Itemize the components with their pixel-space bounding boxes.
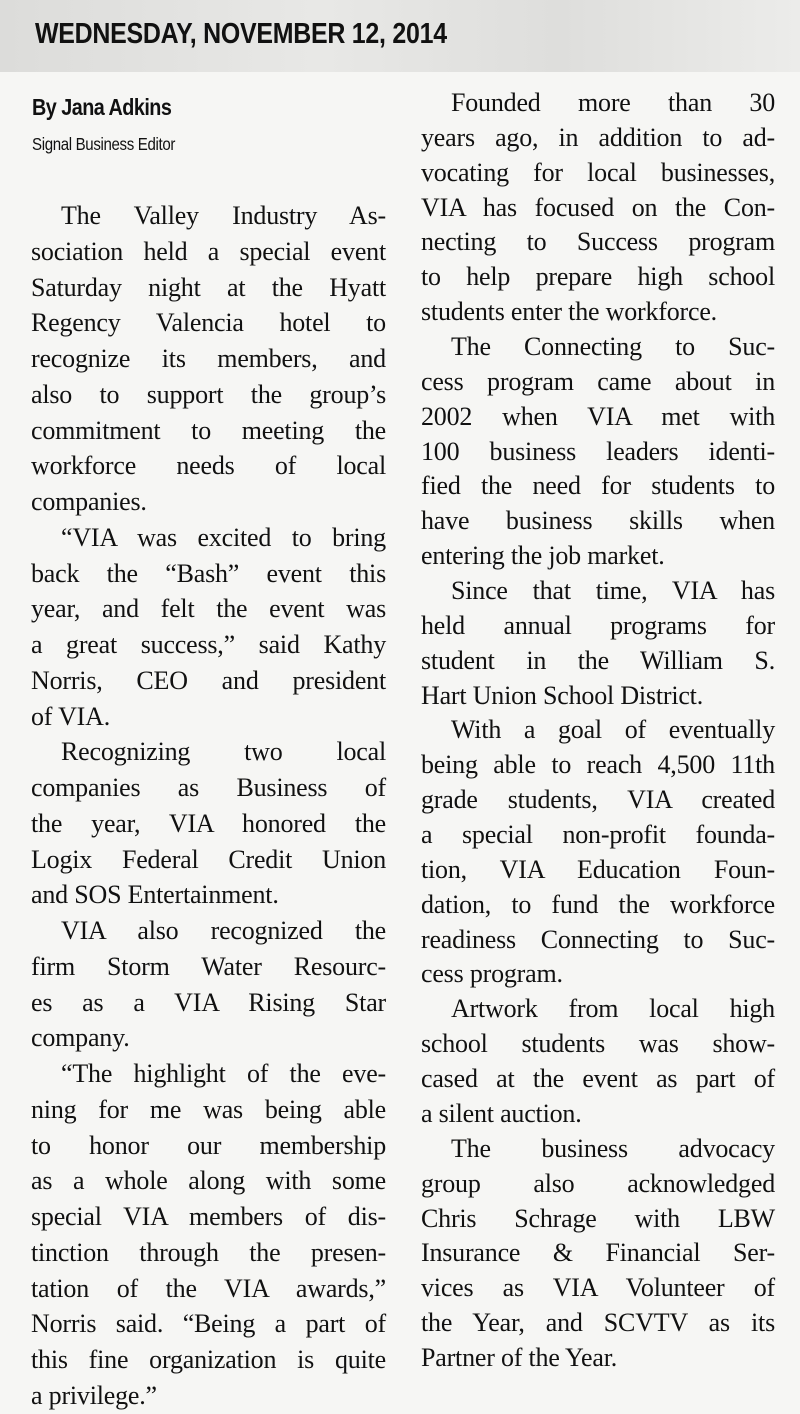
text-line: necting to Success program (421, 227, 775, 257)
text-line: The business advocacy (451, 1133, 775, 1163)
paragraph (31, 520, 386, 735)
text-line: 2002 when VIA met with (421, 401, 775, 431)
text-line: Since that time, VIA has (451, 576, 775, 606)
paragraph (31, 198, 386, 520)
article-column-left (31, 198, 386, 1414)
text-line: cess program. (421, 959, 563, 989)
byline: By Jana Adkins (32, 94, 172, 120)
text-line: to honor our membership (31, 1130, 386, 1160)
text-line: vices as VIA Volunteer of (421, 1273, 775, 1303)
text-line: a silent auction. (421, 1098, 582, 1128)
text-line: cased at the event as part of (421, 1064, 775, 1094)
text-line: With a goal of eventually (451, 715, 775, 745)
paragraph (31, 1056, 386, 1414)
text-line: a special non-profit founda- (421, 820, 775, 850)
text-line: fied the need for students to (421, 471, 775, 501)
text-line: firm Storm Water Resourc- (31, 951, 386, 981)
paragraph (421, 1132, 775, 1376)
text-line: tation of the VIA awards,” (31, 1273, 386, 1303)
text-line: also to support the group’s (31, 379, 386, 409)
text-line: held annual programs for (421, 610, 775, 640)
text-line: year, and felt the event was (31, 594, 386, 624)
text-line: the year, VIA honored the (31, 808, 386, 838)
text-line: Regency Valencia hotel to (31, 308, 386, 338)
text-line: tinction through the presen- (31, 1237, 386, 1267)
text-line: grade students, VIA created (421, 785, 775, 815)
text-line: Norris, CEO and president (31, 665, 386, 695)
text-line: commitment to meeting the (31, 415, 386, 445)
text-line: The Connecting to Suc- (451, 332, 775, 362)
text-line: cess program came about in (421, 366, 775, 396)
article-column-right (421, 86, 775, 1376)
text-line: the Year, and SCVTV as its (421, 1308, 775, 1338)
text-line: Partner of the Year. (421, 1342, 618, 1372)
text-line: of VIA. (31, 701, 110, 731)
text-line: Hart Union School District. (421, 680, 704, 710)
text-line: dation, to fund the workforce (421, 889, 775, 919)
text-line: ning for me was being able (31, 1094, 386, 1124)
text-line: “The highlight of the eve- (61, 1059, 386, 1088)
text-line: to help prepare high school (421, 262, 775, 292)
text-line: entering the job market. (421, 541, 665, 571)
text-line: es as a VIA Rising Star (31, 987, 386, 1017)
text-line: back the “Bash” event this (31, 558, 386, 588)
text-line: Saturday night at the Hyatt (31, 272, 386, 302)
paragraph (31, 734, 386, 913)
paragraph (421, 713, 775, 992)
text-line: “VIA was excited to bring (61, 522, 386, 552)
text-line: Chris Schrage with LBW (421, 1203, 775, 1233)
text-line: special VIA members of dis- (31, 1202, 386, 1231)
text-line: recognize its members, and (31, 344, 386, 373)
text-line: group also acknowledged (421, 1168, 775, 1198)
text-line: readiness Connecting to Suc- (421, 924, 775, 954)
paragraph (31, 913, 386, 1056)
byline-title: Signal Business Editor (32, 134, 176, 154)
dateline: WEDNESDAY, NOVEMBER 12, 2014 (35, 18, 447, 50)
text-line: Founded more than 30 (451, 88, 775, 117)
text-line: school students was show- (421, 1029, 775, 1059)
text-line: company. (31, 1023, 130, 1053)
text-line: Insurance & Financial Ser- (421, 1238, 775, 1268)
text-line: have business skills when (421, 506, 775, 536)
paragraph (421, 330, 775, 574)
text-line: sociation held a special event (31, 236, 386, 266)
text-line: as a whole along with some (31, 1166, 386, 1196)
text-line: VIA also recognized the (61, 916, 386, 945)
text-line: a privilege.” (31, 1380, 157, 1410)
text-line: 100 business leaders identi- (421, 436, 775, 466)
text-line: VIA has focused on the Con- (421, 192, 775, 222)
text-line: workforce needs of local (31, 451, 386, 481)
text-line: years ago, in addition to ad- (421, 122, 775, 152)
text-line: students enter the workforce. (421, 297, 717, 327)
text-line: vocating for local businesses, (421, 157, 775, 187)
text-line: tion, VIA Education Foun- (421, 854, 775, 884)
text-line: Logix Federal Credit Union (31, 844, 386, 874)
text-line: companies as Business of (31, 773, 386, 802)
text-line: this fine organization is quite (31, 1345, 386, 1374)
paragraph (421, 86, 775, 330)
text-line: and SOS Entertainment. (31, 880, 279, 910)
text-line: being able to reach 4,500 11th (421, 750, 775, 780)
text-line: Artwork from local high (451, 994, 775, 1024)
text-line: Norris said. “Being a part of (31, 1309, 386, 1339)
text-line: a great success,” said Kathy (31, 630, 386, 659)
text-line: student in the William S. (421, 645, 775, 675)
paragraph (421, 574, 775, 713)
text-line: The Valley Industry As- (61, 201, 386, 230)
paragraph (421, 992, 775, 1131)
text-line: Recognizing two local (61, 737, 386, 767)
text-line: companies. (31, 487, 147, 516)
